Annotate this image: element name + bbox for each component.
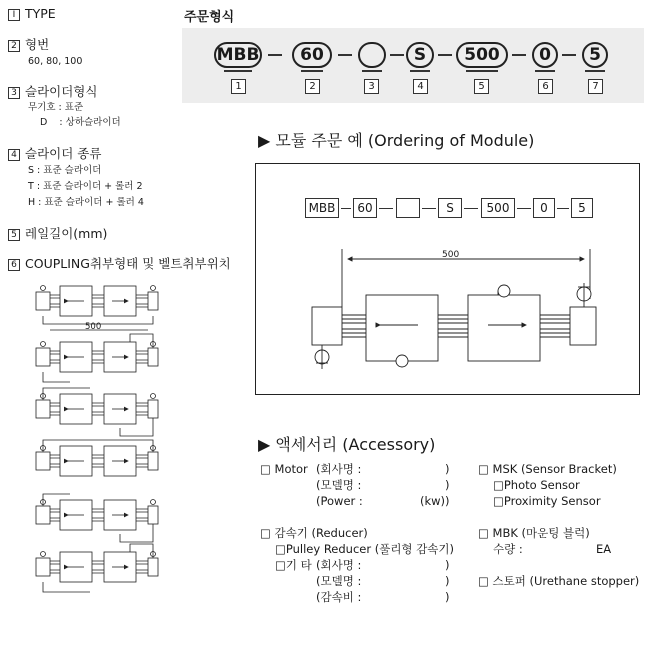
dash bbox=[557, 208, 569, 209]
dash bbox=[517, 208, 531, 209]
accessory-title: ▶ 액세서리 (Accessory) bbox=[258, 435, 436, 454]
acc-reducer-etc[interactable]: □기 타 bbox=[275, 558, 312, 572]
type-num: I bbox=[8, 9, 20, 21]
code-slider-kind: S bbox=[406, 42, 434, 68]
module-code bbox=[396, 198, 420, 218]
index-box: 2 bbox=[305, 79, 320, 94]
underline bbox=[535, 70, 555, 72]
dash bbox=[341, 208, 351, 209]
dash bbox=[379, 208, 393, 209]
index-box: 3 bbox=[364, 79, 379, 94]
acc-reducer-model: (모델명 : bbox=[316, 574, 362, 588]
code-model: 60 bbox=[292, 42, 332, 68]
acc-motor-model: (모델명 : bbox=[316, 478, 362, 492]
underline bbox=[466, 70, 498, 72]
index-box: 1 bbox=[231, 79, 246, 94]
underline bbox=[362, 70, 382, 72]
slider-kind-line2: T : 표준 슬라이더 + 롤러 2 bbox=[28, 181, 143, 192]
module-code: 0 bbox=[533, 198, 555, 218]
acc-motor-company: (회사명 : bbox=[316, 462, 362, 476]
module-code: 60 bbox=[353, 198, 377, 218]
type-heading: I TYPE bbox=[8, 6, 56, 22]
acc-reducer-ratio: (감속비 : bbox=[316, 590, 362, 604]
item-model-values: 60, 80, 100 bbox=[28, 56, 83, 67]
module-code: S bbox=[438, 198, 462, 218]
belt-connection-line bbox=[43, 544, 153, 592]
index-box: 7 bbox=[588, 79, 603, 94]
underline bbox=[224, 70, 252, 72]
underline bbox=[410, 70, 430, 72]
acc-mbk-unit: EA bbox=[596, 542, 612, 556]
dash bbox=[390, 54, 404, 56]
acc-photo-sensor[interactable]: □Photo Sensor bbox=[493, 478, 580, 492]
code-slider-form bbox=[358, 42, 386, 68]
acc-msk-label[interactable]: □ MSK (Sensor Bracket) bbox=[478, 462, 617, 476]
code-series: MBB bbox=[214, 42, 262, 68]
coupling-row bbox=[36, 500, 158, 531]
coupling-row bbox=[36, 446, 158, 477]
coupling-row bbox=[36, 342, 158, 373]
underline bbox=[301, 70, 323, 72]
index-box: 5 bbox=[474, 79, 489, 94]
module-diagram bbox=[300, 245, 610, 385]
slider-kind-line1: S : 표준 슬라이더 bbox=[28, 165, 102, 176]
module-dim-label: 500 bbox=[442, 250, 460, 260]
acc-motor-label[interactable]: □ Motor bbox=[260, 462, 308, 476]
acc-reducer-company: (회사명 : bbox=[316, 558, 362, 572]
acc-stopper-label[interactable]: □ 스토퍼 (Urethane stopper) bbox=[478, 574, 640, 588]
acc-mbk-label[interactable]: □ MBK (마운팅 블럭) bbox=[478, 526, 590, 540]
acc-pulley-reducer[interactable]: □Pulley Reducer (풀리형 감속기) bbox=[275, 542, 455, 556]
dash bbox=[562, 54, 576, 56]
acc-proximity-sensor[interactable]: □Proximity Sensor bbox=[493, 494, 601, 508]
item-rail-length: 5 레일길이(mm) bbox=[8, 226, 107, 242]
module-code: 500 bbox=[481, 198, 515, 218]
slider-form-line1: 무기호 : 표준 bbox=[28, 102, 84, 113]
dash bbox=[512, 54, 526, 56]
module-code: 5 bbox=[571, 198, 593, 218]
underline bbox=[585, 70, 605, 72]
dash bbox=[338, 54, 352, 56]
item-coupling: 6 COUPLING취부형태 및 벨트취부위치 bbox=[8, 256, 231, 272]
slider-form-line2: D : 상하슬라이더 bbox=[40, 117, 121, 128]
dash bbox=[438, 54, 452, 56]
coupling-row bbox=[36, 394, 158, 425]
slider-kind-line3: H : 표준 슬라이더 + 롤러 4 bbox=[28, 197, 144, 208]
code-belt: 5 bbox=[582, 42, 608, 68]
belt-connection-line bbox=[43, 334, 153, 382]
item-model: 2 형번 bbox=[8, 37, 49, 53]
acc-mbk-qty: 수량 : bbox=[493, 542, 523, 556]
acc-reducer-label[interactable]: □ 감속기 (Reducer) bbox=[260, 526, 368, 540]
item-slider-form: 3 슬라이더형식 bbox=[8, 84, 97, 100]
dash bbox=[268, 54, 282, 56]
coupling-row bbox=[36, 552, 158, 583]
index-box: 6 bbox=[538, 79, 553, 94]
order-form-title: 주문형식 bbox=[184, 10, 235, 25]
coupling-diagrams bbox=[30, 284, 170, 644]
dash bbox=[422, 208, 436, 209]
index-box: 4 bbox=[413, 79, 428, 94]
code-coupling: 0 bbox=[532, 42, 558, 68]
dash bbox=[464, 208, 478, 209]
module-code: MBB bbox=[305, 198, 339, 218]
coupling-dim-label: 500 bbox=[85, 322, 102, 332]
module-title: ▶ 모듈 주문 예 (Ordering of Module) bbox=[258, 131, 535, 150]
code-rail-length: 500 bbox=[456, 42, 508, 68]
item-slider-kind: 4 슬라이더 종류 bbox=[8, 146, 101, 162]
belt-connection-line bbox=[43, 440, 153, 452]
acc-motor-power: (Power : bbox=[316, 494, 363, 508]
coupling-row bbox=[36, 286, 158, 317]
